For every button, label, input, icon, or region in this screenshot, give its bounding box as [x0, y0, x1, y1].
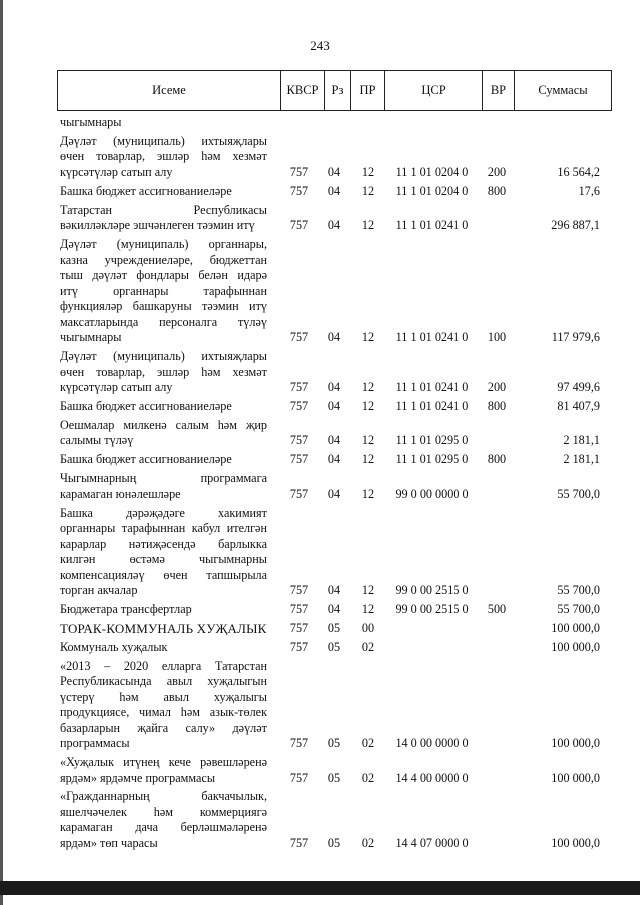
row-name-line: максатларында персоналга түләү	[60, 314, 267, 329]
cell-kvsr: 757	[289, 380, 309, 394]
cell-sum: 97 499,6	[557, 380, 600, 394]
cell-pr: 12	[361, 380, 375, 394]
row-name	[60, 471, 267, 502]
table-row	[57, 418, 612, 449]
cell-vr: 800	[487, 183, 507, 198]
cell-pr: 12	[361, 218, 375, 233]
row-name	[60, 349, 267, 396]
table-row	[57, 602, 612, 618]
table-row	[57, 115, 612, 131]
row-name-line: Башка дәрәҗәдәге хакимият	[60, 505, 267, 520]
page-number: 243	[310, 38, 330, 53]
cell-vr: 200	[487, 164, 507, 179]
cell-csr: 14 0 00 0000 0	[395, 736, 469, 751]
cell-rz: 04	[327, 218, 341, 233]
row-name-line: өчен товарлар, эшләр һәм хезмәт	[60, 364, 267, 379]
table-row	[57, 659, 612, 752]
cell-kvsr: 757	[289, 736, 309, 751]
cell-pr: 02	[361, 639, 375, 654]
row-name	[60, 659, 267, 752]
cell-sum: 100 000,0	[551, 770, 600, 785]
row-name-line: Башка бюджет ассигнованиеләре	[60, 183, 232, 198]
row-name-line: вәкилләкләре эшчәнлеген тәэмин итү	[60, 218, 255, 233]
row-name-line: Дәүләт (муниципаль) ихтыяҗлары	[60, 349, 267, 363]
cell-csr: 11 1 01 0295 0	[395, 433, 469, 448]
row-name-line: компенсацияләү өчен тапшырыла	[60, 567, 267, 582]
cell-pr: 02	[361, 770, 375, 785]
table-row	[57, 237, 612, 346]
row-name	[60, 506, 267, 599]
row-name-line: казна учреждениеләре, бюджеттан	[60, 252, 267, 267]
header-csr: ЦСР	[384, 71, 482, 110]
row-name-line: карамаган юнәлешләре	[60, 486, 181, 501]
cell-kvsr: 757	[289, 164, 309, 179]
cell-kvsr: 757	[289, 486, 309, 501]
cell-rz: 05	[327, 620, 341, 635]
cell-vr: 800	[487, 398, 507, 413]
cell-rz: 05	[327, 736, 341, 751]
row-name-line: яшелчәчелек һәм коммерциягә	[60, 804, 267, 819]
cell-rz: 04	[327, 380, 341, 394]
table-row	[57, 349, 612, 396]
cell-rz: 04	[327, 183, 341, 198]
row-name	[60, 399, 267, 415]
table-row	[57, 471, 612, 502]
row-name	[60, 418, 267, 449]
row-name-line: салымы түләү	[60, 433, 134, 448]
cell-csr: 14 4 07 0000 0	[395, 835, 469, 850]
row-name-line: программасы	[60, 736, 130, 751]
cell-rz: 04	[327, 398, 341, 413]
cell-kvsr: 757	[289, 639, 309, 654]
header-kvsr: КВСР	[280, 71, 324, 110]
row-name	[60, 789, 267, 851]
cell-sum: 100 000,0	[551, 620, 600, 635]
cell-rz: 05	[327, 770, 341, 785]
row-name	[60, 134, 267, 181]
row-name-line: продукциясе, чимал һәм азык-төлек	[60, 705, 267, 720]
row-name-line: ярдәм» ярдәмче программасы	[60, 770, 216, 785]
row-name-line: Татарстан Республикасы	[60, 202, 267, 217]
row-name-line: ТОРАК-КОММУНАЛЬ ХУҖАЛЫК	[60, 620, 267, 636]
cell-pr: 12	[361, 398, 375, 413]
table-row	[57, 134, 612, 181]
row-name	[60, 203, 267, 234]
table-row	[57, 399, 612, 415]
cell-csr: 11 1 01 0204 0	[395, 183, 469, 198]
cell-rz: 05	[327, 835, 341, 850]
row-name	[60, 621, 267, 637]
row-name-line: тыш дәүләт фондлары белән идарә	[60, 268, 267, 283]
row-name-line: Коммуналь хуҗалык	[60, 639, 168, 654]
cell-rz: 04	[327, 164, 341, 179]
table-row	[57, 621, 612, 637]
row-name-line: «Гражданнарның бакчачылык,	[60, 789, 267, 804]
cell-rz: 05	[327, 639, 341, 654]
cell-sum: 296 887,1	[551, 218, 600, 233]
cell-kvsr: 757	[289, 583, 309, 597]
cell-vr: 200	[487, 380, 507, 394]
cell-kvsr: 757	[289, 452, 309, 467]
row-name-line: Дәүләт (муниципаль) органнары,	[60, 237, 267, 252]
cell-sum: 117 979,6	[551, 330, 600, 345]
cell-kvsr: 757	[289, 835, 309, 850]
cell-sum: 100 000,0	[551, 835, 600, 850]
row-name-line: карамаган дача берләшмәләренә	[60, 820, 267, 835]
table-row	[57, 203, 612, 234]
cell-sum: 16 564,2	[557, 164, 600, 179]
row-name	[60, 115, 267, 131]
row-name-line: Чыгымнарның программага	[60, 471, 267, 486]
cell-vr: 500	[487, 601, 507, 616]
row-name-line: килгән өстәмә чыгымнарны	[60, 552, 267, 566]
table-header	[57, 70, 612, 111]
cell-csr: 11 1 01 0241 0	[395, 330, 469, 345]
cell-pr: 02	[361, 835, 375, 850]
cell-kvsr: 757	[289, 218, 309, 233]
row-name-line: «Хуҗалык итүнең кече рәвешләренә	[60, 755, 267, 769]
table-row	[57, 755, 612, 786]
cell-sum: 17,6	[578, 183, 600, 198]
row-name-line: чыгымнары	[60, 330, 122, 345]
header-vr: ВР	[482, 71, 514, 110]
header-row	[57, 70, 612, 111]
row-name	[60, 237, 267, 346]
row-name-line: күрсәтүләр сатып алу	[60, 164, 173, 179]
row-name	[60, 640, 267, 656]
row-name-line: ярдәм» төп чарасы	[60, 835, 158, 850]
cell-vr: 100	[487, 330, 507, 345]
row-name	[60, 452, 267, 468]
cell-pr: 12	[361, 433, 375, 448]
row-name-line: Республикасында авыл хуҗалыгын	[60, 674, 267, 689]
cell-sum: 100 000,0	[551, 639, 600, 654]
header-rz: Рз	[324, 71, 350, 110]
cell-pr: 12	[361, 330, 375, 345]
header-pr: ПР	[350, 71, 384, 110]
row-name-line: Оешмалар милкенә салым һәм җир	[60, 417, 267, 432]
cell-kvsr: 757	[289, 398, 309, 413]
cell-rz: 04	[327, 601, 341, 616]
table-row	[57, 452, 612, 468]
cell-kvsr: 757	[289, 601, 309, 616]
row-name-line: карарлар нәтиҗәсендә барлыкка	[60, 536, 267, 551]
cell-sum: 55 700,0	[557, 486, 600, 501]
cell-csr: 14 4 00 0000 0	[395, 770, 469, 785]
cell-vr: 800	[487, 452, 507, 467]
row-name-line: Дәүләт (муниципаль) ихтыяҗлары	[60, 133, 267, 148]
cell-csr: 11 1 01 0241 0	[395, 380, 469, 394]
cell-csr: 11 1 01 0204 0	[395, 164, 469, 179]
cell-pr: 12	[361, 452, 375, 467]
cell-rz: 04	[327, 583, 341, 597]
cell-kvsr: 757	[289, 433, 309, 448]
row-name-line: «2013 – 2020 елларга Татарстан	[60, 658, 267, 673]
table-row	[57, 506, 612, 599]
header-name: Исеме	[152, 83, 186, 97]
cell-sum: 55 700,0	[557, 583, 600, 597]
cell-rz: 04	[327, 486, 341, 501]
cell-sum: 55 700,0	[557, 601, 600, 616]
cell-sum: 2 181,1	[563, 433, 600, 448]
cell-csr: 11 1 01 0241 0	[395, 218, 469, 233]
cell-rz: 04	[327, 452, 341, 467]
row-name	[60, 184, 267, 200]
header-sum: Суммасы	[514, 71, 611, 110]
cell-pr: 12	[361, 486, 375, 501]
scan-bottom-bar	[0, 881, 640, 895]
cell-kvsr: 757	[289, 620, 309, 635]
cell-csr: 11 1 01 0295 0	[395, 452, 469, 467]
cell-csr: 99 0 00 2515 0	[395, 601, 469, 616]
cell-pr: 12	[361, 601, 375, 616]
cell-pr: 00	[361, 620, 375, 635]
cell-rz: 04	[327, 330, 341, 345]
table-row	[57, 184, 612, 200]
cell-csr: 99 0 00 2515 0	[395, 583, 469, 597]
row-name-line: үстерү һәм авыл хуҗалыгы	[60, 689, 267, 704]
row-name	[60, 602, 267, 618]
row-name-line: итү органнары тарафыннан	[60, 283, 267, 298]
row-name-line: чыгымнары	[60, 115, 122, 129]
cell-csr: 99 0 00 0000 0	[395, 486, 469, 501]
table-row	[57, 789, 612, 851]
cell-kvsr: 757	[289, 330, 309, 345]
scan-edge	[0, 0, 3, 905]
cell-rz: 04	[327, 433, 341, 448]
table-row	[57, 640, 612, 656]
cell-pr: 12	[361, 183, 375, 198]
cell-csr: 11 1 01 0241 0	[395, 398, 469, 413]
row-name-line: функцияләр башкаруны тәэмин итү	[60, 299, 267, 314]
row-name-line: Бюджетара трансфертлар	[60, 601, 192, 616]
row-name-line: Башка бюджет ассигнованиеләре	[60, 398, 232, 413]
cell-sum: 2 181,1	[563, 452, 600, 467]
row-name-line: Башка бюджет ассигнованиеләре	[60, 452, 232, 467]
row-name-line: өчен товарлар, эшләр һәм хезмәт	[60, 149, 267, 164]
cell-kvsr: 757	[289, 770, 309, 785]
cell-pr: 12	[361, 164, 375, 179]
cell-sum: 100 000,0	[551, 736, 600, 751]
cell-kvsr: 757	[289, 183, 309, 198]
row-name-line: органнары тарафыннан кабул ителгән	[60, 521, 267, 535]
cell-pr: 12	[361, 583, 375, 597]
row-name-line: базарларын җайга салу» дәүләт	[60, 720, 267, 735]
row-name-line: күрсәтүләр сатып алу	[60, 380, 173, 394]
row-name-line: торган акчалар	[60, 583, 138, 597]
row-name	[60, 755, 267, 786]
cell-sum: 81 407,9	[557, 398, 600, 413]
cell-pr: 02	[361, 736, 375, 751]
